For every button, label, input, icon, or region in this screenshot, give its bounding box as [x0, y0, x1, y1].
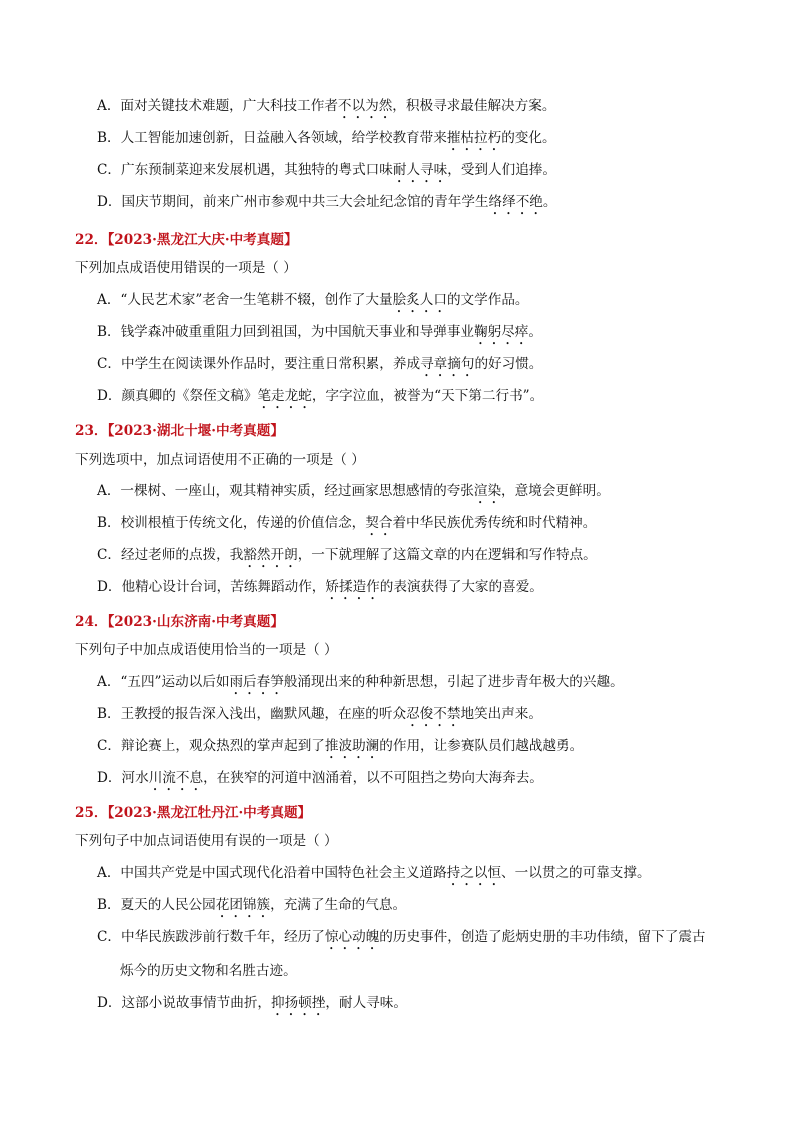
option-text: 的变化。 — [501, 130, 556, 146]
question-source: 【2023·湖北十堰·中考真题】 — [107, 423, 284, 439]
option-text: C．经过老师的点拨，我 — [97, 547, 244, 563]
q22-option-d — [97, 386, 543, 412]
option-text: 、一以贯之的可靠支撑。 — [501, 865, 651, 881]
q22-option-c — [97, 354, 542, 380]
dotted-idiom: 抑扬顿挫 — [271, 995, 326, 1011]
q24-stem: 下列句子中加点成语使用恰当的一项是（ ） — [75, 642, 338, 658]
q23-option-a — [97, 481, 610, 507]
question-source: 【2023·山东济南·中考真题】 — [107, 614, 284, 630]
q25-option-c — [97, 927, 706, 953]
question-number: 25． — [75, 805, 108, 821]
question-number: 23． — [75, 423, 108, 439]
dotted-idiom: 笔走龙蛇 — [257, 388, 312, 404]
dotted-idiom: 脍炙人口 — [392, 292, 447, 308]
q21-option-c — [97, 160, 556, 186]
option-text: B．钱学森冲破重重阻力回到祖国，为中国航天事业和导弹事业 — [97, 324, 475, 340]
option-text: 着中华民族优秀传统和时代精神。 — [392, 515, 597, 531]
dotted-idiom: 雨后春笋 — [229, 674, 284, 690]
dotted-idiom: 川流不息 — [148, 770, 204, 786]
q24-option-d — [97, 768, 543, 794]
option-text: A．中国共产党是中国式现代化沿着中国特色社会主义道路 — [97, 865, 447, 881]
q24-option-b — [97, 704, 542, 730]
option-text: D．颜真卿的《祭侄文稿》 — [97, 388, 258, 404]
option-text: ，字字泣血，被誉为“天下第二行书”。 — [311, 388, 544, 404]
q25-heading — [75, 803, 311, 823]
q24-option-c — [97, 736, 583, 762]
option-text: B．校训根植于传统文化，传递的价值信念， — [97, 515, 366, 531]
q25-option-c-continuation: 烁今的历史文物和名胜古迹。 — [120, 963, 297, 979]
q21-option-a — [97, 96, 555, 122]
q21-option-b — [97, 128, 556, 154]
option-text: B．夏天的人民公园 — [97, 897, 216, 913]
dotted-idiom: 契合 — [365, 515, 393, 531]
q22-heading — [75, 230, 298, 250]
q23-heading — [75, 421, 284, 441]
q24-option-a — [97, 672, 624, 698]
dotted-idiom: 花团锦簇 — [215, 897, 271, 913]
option-text: A．“人民艺术家”老舍一生笔耕不辍，创作了大量 — [97, 292, 393, 308]
option-text: ，一下就理解了这篇文章的内在逻辑和写作特点。 — [297, 547, 597, 563]
q25-option-b — [97, 895, 406, 921]
option-text: C．中学生在阅读课外作品时，要注重日常积累，养成 — [97, 356, 421, 372]
dotted-idiom: 豁然开朗 — [243, 547, 298, 563]
option-text: 地笑出声来。 — [460, 706, 542, 722]
q22-option-a — [97, 290, 529, 316]
option-text: 。 — [528, 324, 542, 340]
dotted-idiom: 推波助澜 — [324, 738, 380, 754]
q23-option-b — [97, 513, 596, 539]
dotted-idiom: 矫揉造作 — [325, 579, 380, 595]
option-text: C．中华民族跋涉前行数千年，经历了 — [97, 929, 325, 945]
dotted-idiom: 不以为然 — [337, 98, 393, 114]
option-text: A．一棵树、一座山，观其精神实质，经过画家思想感情的夸张 — [97, 483, 474, 499]
q24-heading — [75, 612, 284, 632]
option-text: 的好习惯。 — [474, 356, 543, 372]
option-text: ，意境会更鲜明。 — [501, 483, 610, 499]
option-text: 的历史事件，创造了彪炳史册的丰功伟绩，留下了震古 — [379, 929, 706, 945]
q21-option-d — [97, 192, 557, 218]
q25-option-a — [97, 863, 651, 889]
dotted-idiom: 持之以恒 — [446, 865, 502, 881]
option-text: D．河水 — [97, 770, 149, 786]
option-text: B．王教授的报告深入浅出，幽默风趣，在座的听众 — [97, 706, 407, 722]
dotted-idiom: 惊心动魄 — [324, 929, 380, 945]
question-number: 24． — [75, 614, 108, 630]
question-source: 【2023·黑龙江大庆·中考真题】 — [107, 232, 298, 248]
option-text: D．他精心设计台词，苦练舞蹈动作， — [97, 579, 326, 595]
option-text: D．这部小说故事情节曲折， — [97, 995, 272, 1011]
option-text: ，在狭窄的河道中汹涌着，以不可阻挡之势向大海奔去。 — [203, 770, 543, 786]
q22-option-b — [97, 322, 542, 348]
dotted-idiom: 鞠躬尽瘁 — [474, 324, 529, 340]
q23-option-c — [97, 545, 597, 571]
option-text: ，积极寻求最佳解决方案。 — [392, 98, 556, 114]
dotted-idiom: 渲染 — [473, 483, 502, 499]
option-text: C．广东预制菜迎来发展机遇，其独特的粤式口味 — [97, 162, 393, 178]
option-text: 的表演获得了大家的喜爱。 — [379, 579, 543, 595]
dotted-idiom: 寻章摘句 — [420, 356, 475, 372]
option-text: A．“五四”运动以后如 — [97, 674, 230, 690]
question-number: 22． — [75, 232, 108, 248]
option-text: 的作用，让参赛队员们越战越勇。 — [379, 738, 584, 754]
q25-option-d — [97, 993, 407, 1019]
dotted-idiom: 摧枯拉朽 — [446, 130, 502, 146]
dotted-idiom: 络绎不绝 — [488, 194, 543, 210]
option-text: 的文学作品。 — [446, 292, 529, 308]
q23-option-d — [97, 577, 543, 603]
option-text: 。 — [542, 194, 557, 210]
dotted-idiom: 忍俊不禁 — [406, 706, 461, 722]
dotted-idiom: 耐人寻味 — [392, 162, 448, 178]
option-text: C．辩论赛上，观众热烈的掌声起到了 — [97, 738, 325, 754]
q25-stem: 下列句子中加点词语使用有误的一项是（ ） — [75, 833, 338, 849]
option-text: A．面对关键技术难题，广大科技工作者 — [97, 98, 338, 114]
option-text: D．国庆节期间，前来广州市参观中共三大会址纪念馆的青年学生 — [97, 194, 489, 210]
option-text: ，受到人们追捧。 — [447, 162, 556, 178]
option-text: 般涌现出来的种种新思想，引起了进步青年极大的兴趣。 — [283, 674, 624, 690]
option-text: ，充满了生命的气息。 — [270, 897, 407, 913]
option-text: B．人工智能加速创新，日益融入各领域，给学校教育带来 — [97, 130, 447, 146]
option-text: ，耐人寻味。 — [325, 995, 407, 1011]
q23-stem: 下列选项中，加点词语使用不正确的一项是（ ） — [75, 452, 365, 468]
q22-stem: 下列加点成语使用错误的一项是（ ） — [75, 260, 297, 276]
question-source: 【2023·黑龙江牡丹江·中考真题】 — [107, 805, 312, 821]
